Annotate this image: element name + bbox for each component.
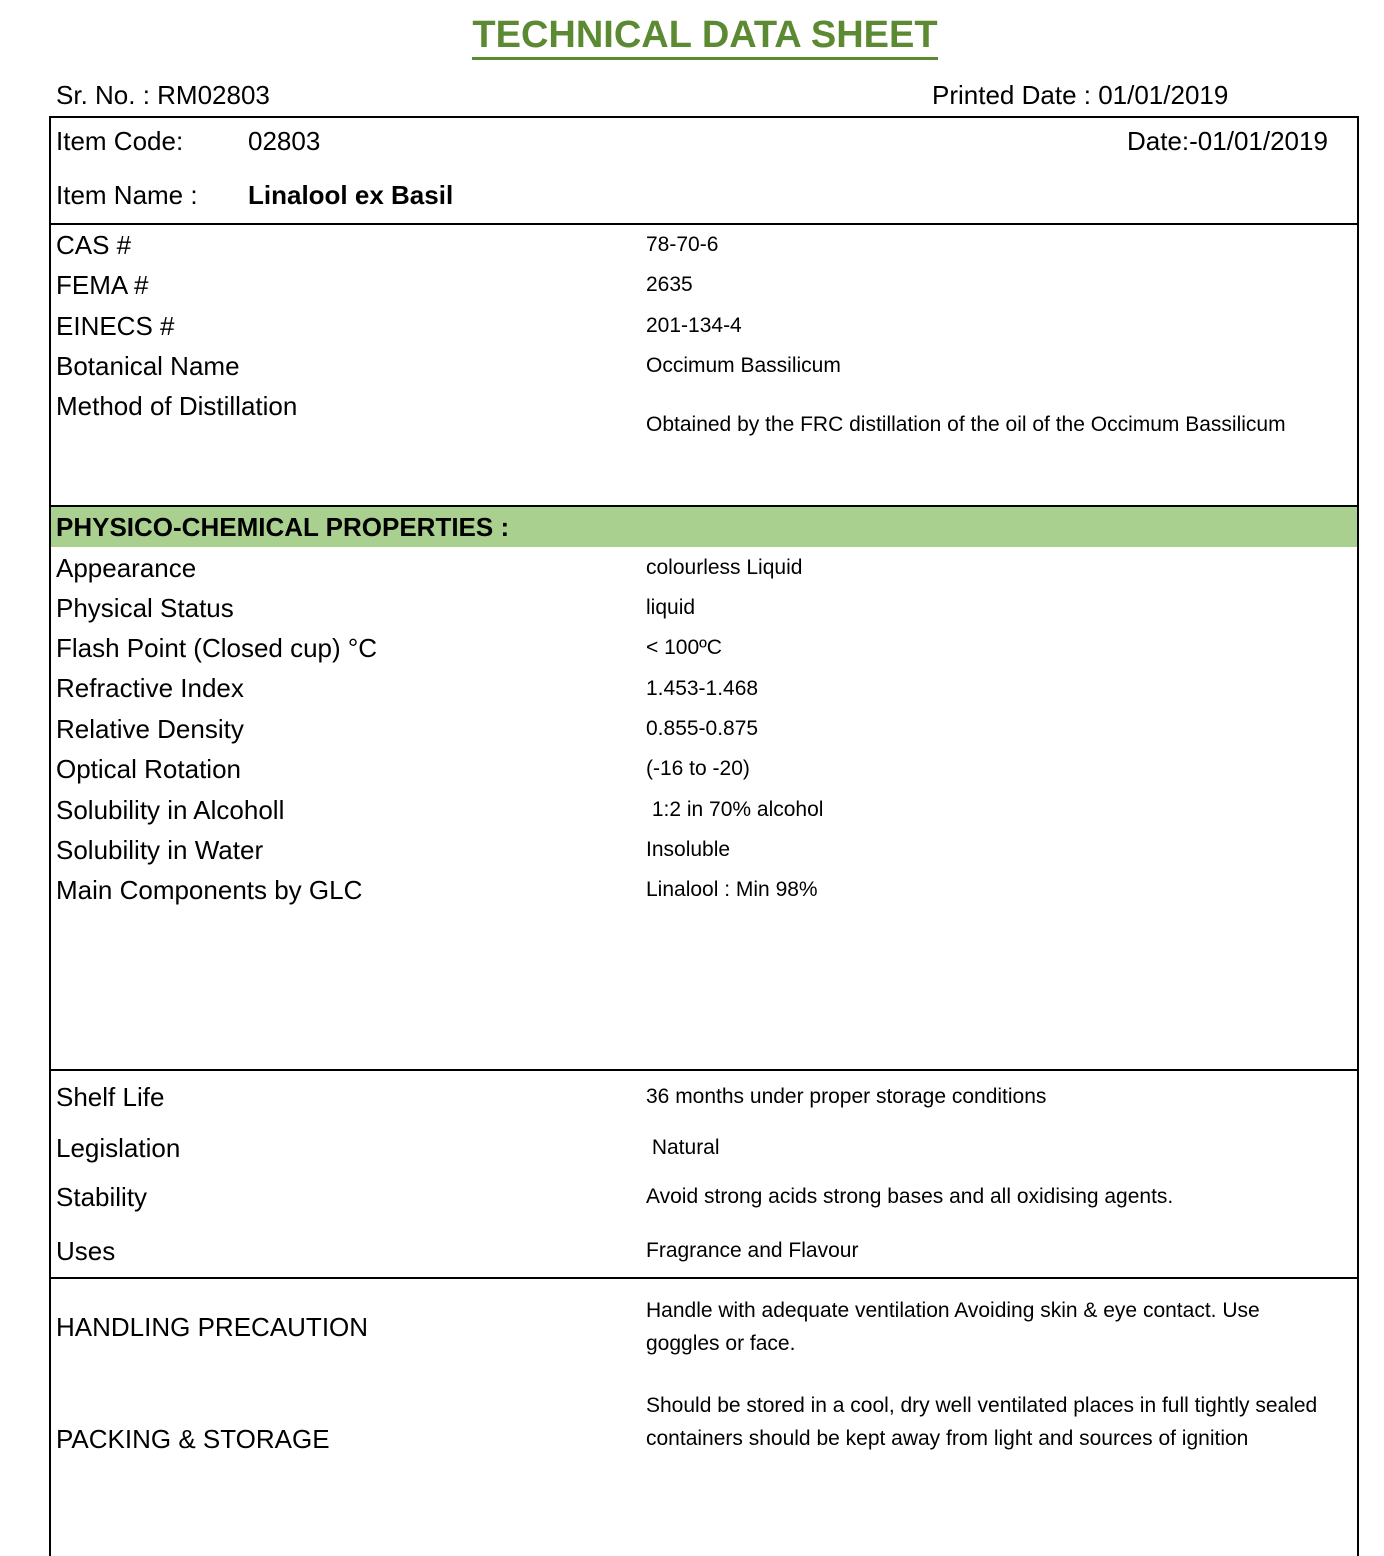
identity-label-distillation: Method of Distillation xyxy=(56,391,298,421)
identity-value-botanical: Occimum Bassilicum xyxy=(646,354,841,377)
property-value-solubility-water: Insoluble xyxy=(646,838,731,861)
storage-value: Should be stored in a cool, dry well ventilated places in full tightly sealed containers should be kept away from light and sources of ignition xyxy=(646,1394,1318,1450)
property-value-appearance: colourless Liquid xyxy=(646,556,803,579)
identity-value-fema: 2635 xyxy=(646,273,693,296)
property-label-relative-density: Relative Density xyxy=(56,714,244,744)
property-label-flash-point: Flash Point (Closed cup) °C xyxy=(56,633,378,663)
storage-label: PACKING & STORAGE xyxy=(56,1424,330,1454)
general-value-shelf-life: 36 months under proper storage conditions xyxy=(646,1085,1047,1108)
property-label-physical-status: Physical Status xyxy=(56,593,234,623)
item-date: Date:-01/01/2019 xyxy=(1127,126,1328,156)
general-label-legislation: Legislation xyxy=(56,1133,181,1163)
item-name-value: Linalool ex Basil xyxy=(248,180,454,210)
property-value-solubility-alcohol: 1:2 in 70% alcohol xyxy=(646,798,824,821)
section-title: PHYSICO-CHEMICAL PROPERTIES : xyxy=(56,512,510,542)
property-label-solubility-alcohol: Solubility in Alcoholl xyxy=(56,795,285,825)
printed-date: Printed Date : 01/01/2019 xyxy=(932,80,1229,110)
item-code-value: 02803 xyxy=(248,126,321,156)
identity-label-fema: FEMA # xyxy=(56,270,149,300)
handling-value: Handle with adequate ventilation Avoiding skin & eye contact. Use goggles or face. xyxy=(646,1299,1260,1355)
general-label-uses: Uses xyxy=(56,1236,116,1266)
identity-value-einecs: 201-134-4 xyxy=(646,314,742,337)
general-value-uses: Fragrance and Flavour xyxy=(646,1239,859,1262)
identity-value-cas: 78-70-6 xyxy=(646,233,719,256)
general-value-legislation: Natural xyxy=(646,1136,720,1159)
property-label-appearance: Appearance xyxy=(56,553,197,583)
property-label-solubility-water: Solubility in Water xyxy=(56,835,264,865)
document-title-text: TECHNICAL DATA SHEET xyxy=(472,14,937,60)
document-title xyxy=(0,14,1384,57)
property-label-optical-rotation: Optical Rotation xyxy=(56,754,241,784)
property-value-flash-point: < 100ºC xyxy=(646,636,722,659)
identity-label-botanical: Botanical Name xyxy=(56,351,240,381)
property-label-main-components: Main Components by GLC xyxy=(56,875,363,905)
divider xyxy=(49,1277,1359,1279)
general-label-stability: Stability xyxy=(56,1182,148,1212)
property-value-physical-status: liquid xyxy=(646,596,696,619)
identity-label-cas: CAS # xyxy=(56,230,132,260)
identity-value-distillation: Obtained by the FRC distillation of the oil of the Occimum Bassilicum xyxy=(646,413,1286,436)
divider xyxy=(49,1069,1359,1071)
item-code-label: Item Code: xyxy=(56,126,184,156)
property-value-relative-density: 0.855-0.875 xyxy=(646,717,759,740)
handling-label: HANDLING PRECAUTION xyxy=(56,1312,369,1342)
item-name-label: Item Name : xyxy=(56,180,198,210)
general-value-stability: Avoid strong acids strong bases and all oxidising agents. xyxy=(646,1185,1174,1208)
property-value-refractive-index: 1.453-1.468 xyxy=(646,677,759,700)
identity-label-einecs: EINECS # xyxy=(56,311,175,341)
general-label-shelf-life: Shelf Life xyxy=(56,1082,165,1112)
property-label-refractive-index: Refractive Index xyxy=(56,673,244,703)
property-value-optical-rotation: (-16 to -20) xyxy=(646,757,750,780)
serial-number: Sr. No. : RM02803 xyxy=(56,80,270,110)
divider xyxy=(49,223,1359,225)
property-value-main-components: Linalool : Min 98% xyxy=(646,878,818,901)
